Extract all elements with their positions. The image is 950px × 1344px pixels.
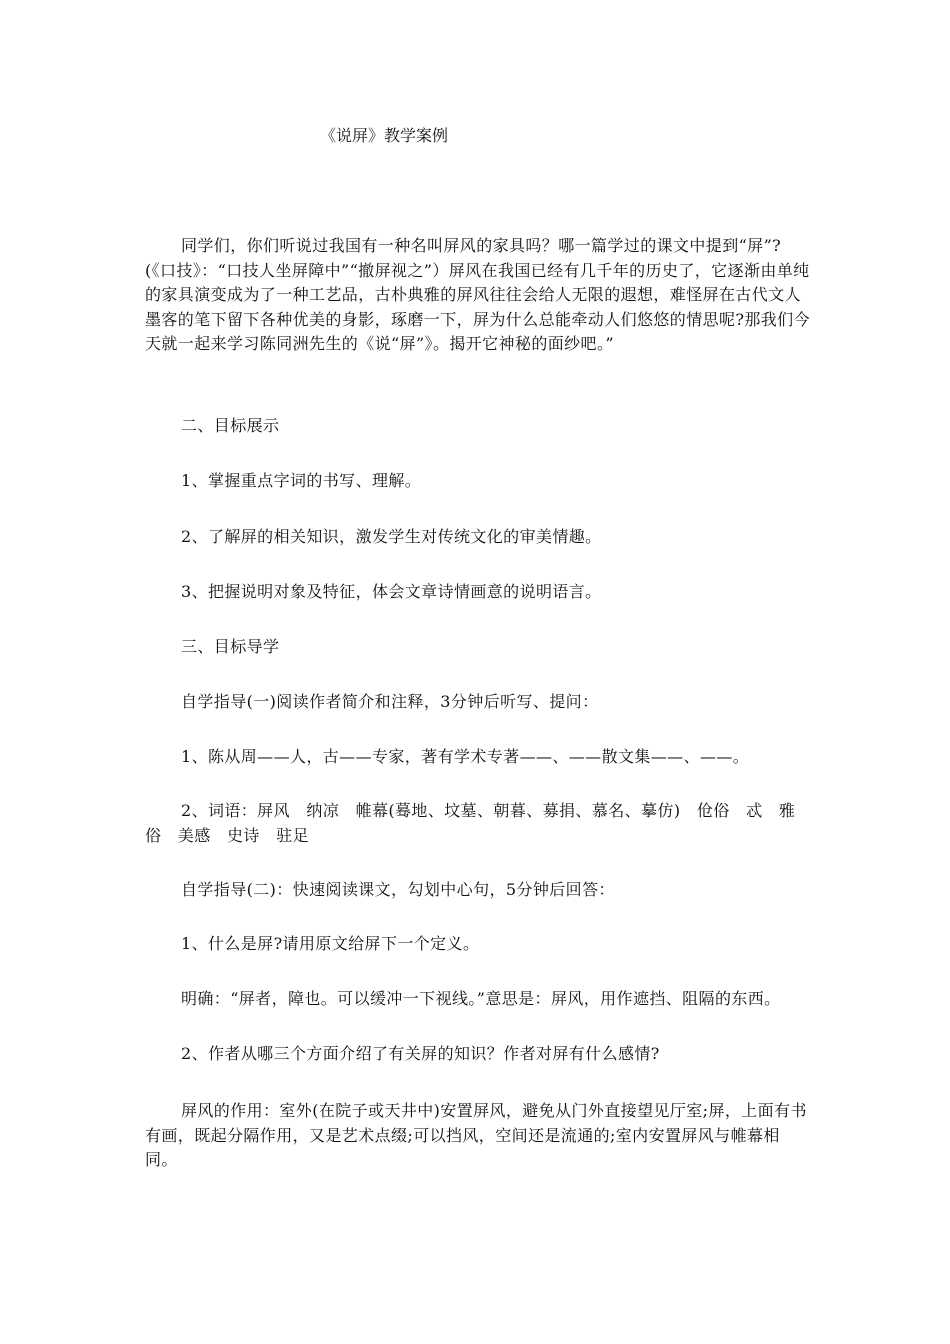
goal-item-2: 2、了解屏的相关知识，激发学生对传统文化的审美情趣。 (181, 527, 602, 546)
guide-2: 自学指导(二)：快速阅读课文，勾划中心句，5分钟后回答： (181, 880, 615, 899)
question-1: 1、什么是屏?请用原文给屏下一个定义。 (181, 934, 480, 953)
section-heading-guidance: 三、目标导学 (181, 637, 280, 656)
answer-2: 屏风的作用：室外(在院子或天井中)安置屏风，避免从门外直接望见厅室;屏，上面有书有画，既起分隔作用，又是艺术点缀;可以挡风，空间还是流通的;室内安置屏风与帷幕相同。 (145, 1101, 807, 1170)
guide-1-item-2: 2、词语：屏风 纳凉 帷幕(蓦地、坟墓、朝暮、募捐、慕名、摹仿) 伧俗 忒 雅俗 美感 史诗 驻足 (145, 801, 796, 845)
answer-1: 明确：“屏者，障也。可以缓冲一下视线。”意思是：屏风，用作遮挡、阻隔的东西。 (181, 989, 781, 1008)
intro-paragraph: 同学们，你们听说过我国有一种名叫屏风的家具吗？哪一篇学过的课文中提到“屏”?(《口技》：“口技人坐屏障中”“撤屏视之”）屏风在我国已经有几千年的历史了，它逐渐由单纯的家具演变成为了一种工艺品，古朴典雅的屏风往往会给人无限的遐想，难怪屏在古代文人墨客的笔下留下各种优美的身影，琢磨一下，屏为什么总能牵动人们悠悠的情思呢?那我们今天就一起来学习陈同洲先生的《说“屏”》。揭开它神秘的面纱吧。” (145, 236, 810, 354)
document-title: 《说屏》教学案例 (320, 126, 449, 145)
section-heading-goals: 二、目标展示 (181, 416, 280, 435)
question-2: 2、作者从哪三个方面介绍了有关屏的知识？作者对屏有什么感情? (181, 1044, 660, 1063)
guide-1: 自学指导(一)阅读作者简介和注释，3分钟后听写、提问： (181, 692, 599, 711)
goal-item-3: 3、把握说明对象及特征，体会文章诗情画意的说明语言。 (181, 582, 602, 601)
goal-item-1: 1、掌握重点字词的书写、理解。 (181, 471, 422, 490)
guide-1-item-1: 1、陈从周——人，古——专家，著有学术专著——、——散文集——、——。 (181, 747, 750, 766)
